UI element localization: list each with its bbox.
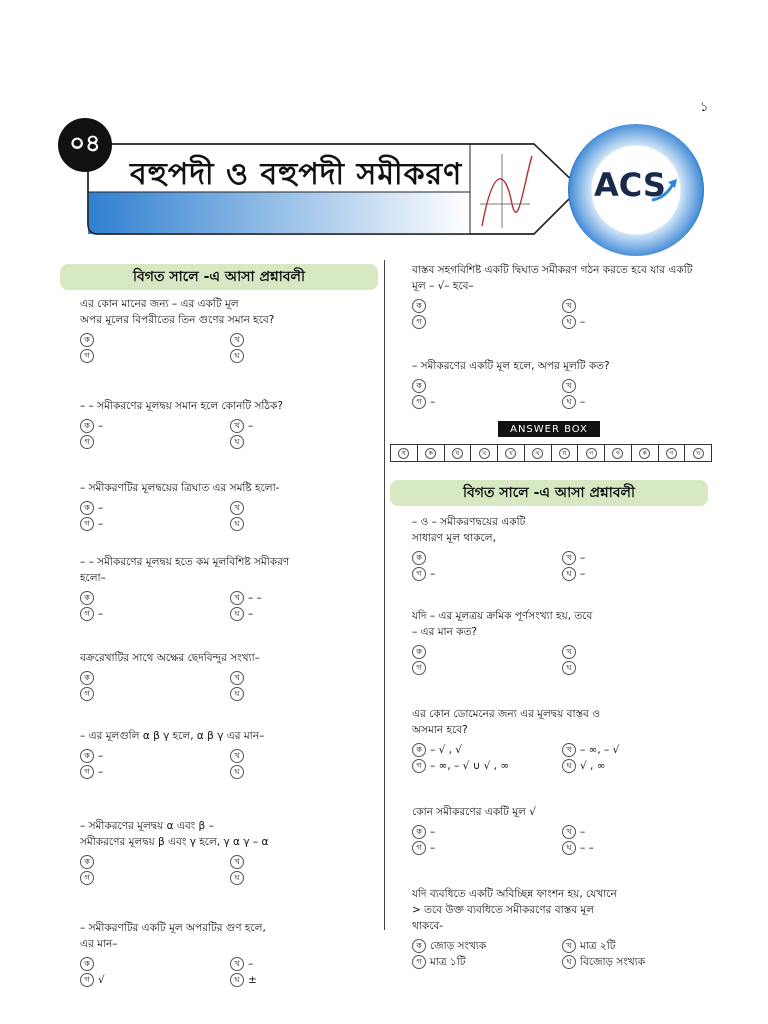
question-block — [412, 358, 712, 410]
answer-option[interactable] — [412, 824, 562, 840]
question-text: এর কোন মানের জন্য – এর একটি মূল — [80, 298, 239, 310]
option-marker: ঘ — [562, 567, 576, 581]
answer-option[interactable] — [562, 660, 712, 676]
option-text: – – — [248, 592, 262, 604]
answer-option[interactable] — [230, 516, 380, 532]
option-text: – — [98, 766, 104, 778]
option-marker: গ — [80, 765, 94, 779]
answer-box-letter: ক — [639, 448, 650, 459]
answer-option[interactable] — [230, 686, 380, 702]
question-text: মূল – √– হবে– — [412, 280, 474, 292]
question-block — [412, 514, 712, 582]
answer-box-letter: খ — [693, 448, 704, 459]
answer-option[interactable] — [412, 840, 562, 856]
answer-option[interactable] — [562, 954, 712, 970]
option-marker: ক — [80, 333, 94, 347]
answer-box-cell — [498, 445, 525, 461]
answer-option[interactable] — [230, 854, 380, 870]
option-marker: ক — [80, 957, 94, 971]
answer-option[interactable] — [412, 314, 562, 330]
answer-box-letter: ঘ — [452, 448, 463, 459]
answer-option[interactable] — [230, 500, 380, 516]
question-block — [412, 804, 712, 856]
option-marker: খ — [230, 671, 244, 685]
option-text: – — [98, 750, 104, 762]
option-marker: ক — [412, 299, 426, 313]
option-marker: ঘ — [230, 765, 244, 779]
option-text: – — [98, 518, 104, 530]
option-text: – — [580, 396, 586, 408]
option-text: বিজোড় সংখ্যক — [580, 956, 646, 968]
answer-option[interactable] — [80, 854, 230, 870]
answer-option[interactable] — [80, 764, 230, 780]
answer-option[interactable] — [562, 824, 712, 840]
option-marker: ক — [412, 379, 426, 393]
option-marker: ঘ — [562, 759, 576, 773]
question-text: – – সমীকরণের মূলদ্বয় হতে কম মূলবিশিষ্ট সমীকরণ — [80, 556, 290, 568]
arrow-icon — [650, 176, 680, 204]
question-block — [80, 296, 380, 364]
answer-option[interactable] — [562, 550, 712, 566]
question-text: বক্ররেখাটির সাথে অক্ষের ছেদবিন্দুর সংখ্যা– — [80, 652, 260, 664]
question-text: – সমীকরণটির একটি মূল অপরটির গুণ হলে, — [80, 922, 266, 934]
option-text: – – — [580, 842, 594, 854]
option-text: – — [248, 608, 254, 620]
left-question-list — [80, 296, 380, 1018]
answer-option[interactable] — [80, 748, 230, 764]
option-marker: ঘ — [562, 315, 576, 329]
answer-box-letter: গ — [612, 448, 623, 459]
option-text: – — [580, 568, 586, 580]
answer-option[interactable] — [80, 434, 230, 450]
answer-box-cell — [471, 445, 498, 461]
answer-option[interactable] — [80, 972, 230, 988]
option-marker: ক — [80, 671, 94, 685]
option-marker: ঘ — [230, 607, 244, 621]
answer-option[interactable] — [230, 348, 380, 364]
column-divider — [384, 260, 385, 930]
answer-option[interactable] — [80, 870, 230, 886]
option-marker: ক — [412, 645, 426, 659]
option-marker: খ — [562, 939, 576, 953]
option-marker: খ — [562, 379, 576, 393]
answer-option[interactable] — [230, 870, 380, 886]
answer-box-letter: ক — [425, 448, 436, 459]
question-block — [80, 398, 380, 450]
question-text: হলো– — [80, 572, 106, 584]
answer-option[interactable] — [80, 500, 230, 516]
option-text: √ , ∞ — [580, 760, 606, 772]
option-text: – — [580, 826, 586, 838]
answer-option[interactable] — [80, 590, 230, 606]
question-block — [80, 818, 380, 886]
option-marker: ক — [80, 591, 94, 605]
question-text: অসমান হবে? — [412, 724, 468, 736]
option-marker: খ — [562, 743, 576, 757]
option-marker: ক — [80, 749, 94, 763]
option-text: – ∞, – √ ∪ √ , ∞ — [430, 760, 510, 772]
right-question-list-top — [412, 262, 712, 440]
option-text: মাত্র ১টি — [430, 956, 466, 968]
option-marker: ঘ — [562, 841, 576, 855]
answer-option[interactable] — [562, 298, 712, 314]
option-marker: গ — [80, 517, 94, 531]
question-text: – সমীকরণের মূলদ্বয় α এবং β – — [80, 820, 214, 832]
option-marker: ঘ — [230, 349, 244, 363]
answer-option[interactable] — [562, 394, 712, 410]
question-text: – এর মূলগুলি α β γ হলে, α β γ এর মান– — [80, 730, 265, 742]
answer-box-letter: খ — [532, 448, 543, 459]
question-text: থাকবে- — [412, 920, 444, 932]
option-marker: গ — [412, 661, 426, 675]
option-marker: ঘ — [562, 395, 576, 409]
question-text: – – সমীকরণের মূলদ্বয় সমান হলে কোনটি সঠিক? — [80, 400, 283, 412]
answer-option[interactable] — [412, 550, 562, 566]
option-marker: গ — [412, 567, 426, 581]
option-marker: ক — [80, 419, 94, 433]
answer-box-letter: খ — [505, 448, 516, 459]
answer-option[interactable] — [230, 590, 380, 606]
option-text: – — [98, 608, 104, 620]
answer-option[interactable] — [562, 840, 712, 856]
option-marker: খ — [230, 749, 244, 763]
answer-option[interactable] — [562, 938, 712, 954]
answer-option[interactable] — [230, 748, 380, 764]
option-marker: গ — [80, 435, 94, 449]
answer-option[interactable] — [412, 758, 562, 774]
answer-option[interactable] — [80, 956, 230, 972]
option-marker: খ — [562, 645, 576, 659]
answer-option[interactable] — [412, 298, 562, 314]
answer-option[interactable] — [230, 606, 380, 622]
answer-option[interactable] — [230, 332, 380, 348]
option-marker: গ — [80, 973, 94, 987]
question-text: > তবে উক্ত ব্যবধিতে সমীকরণের বাস্তব মূল — [412, 904, 595, 916]
answer-option[interactable] — [562, 742, 712, 758]
answer-option[interactable] — [230, 972, 380, 988]
option-marker: গ — [80, 349, 94, 363]
option-marker: ঘ — [230, 435, 244, 449]
page-number: ১ — [700, 100, 709, 115]
option-text: – — [430, 396, 436, 408]
answer-option[interactable] — [230, 434, 380, 450]
answer-box-grid — [390, 444, 712, 462]
option-marker: গ — [80, 607, 94, 621]
option-text: – — [430, 842, 436, 854]
acs-logo-text: ACS — [594, 166, 666, 204]
option-text: ± — [248, 974, 257, 986]
question-text: কোন সমীকরণের একটি মূল √ — [412, 806, 536, 818]
question-block — [80, 554, 380, 622]
answer-option[interactable] — [80, 332, 230, 348]
answer-box-cell — [525, 445, 552, 461]
answer-box-cell — [552, 445, 579, 461]
option-text: – — [430, 826, 436, 838]
option-marker: খ — [230, 501, 244, 515]
option-marker: ঘ — [230, 687, 244, 701]
answer-option[interactable] — [412, 566, 562, 582]
answer-box-title: ANSWER BOX — [498, 421, 600, 437]
answer-option[interactable] — [412, 938, 562, 954]
answer-box-cell — [578, 445, 605, 461]
option-marker: ঘ — [230, 517, 244, 531]
answer-option[interactable] — [230, 956, 380, 972]
option-text: – — [580, 316, 586, 328]
option-marker: ঘ — [562, 955, 576, 969]
answer-option[interactable] — [80, 516, 230, 532]
answer-option[interactable] — [80, 418, 230, 434]
answer-option[interactable] — [562, 314, 712, 330]
answer-option[interactable] — [412, 660, 562, 676]
question-text: অপর মূলের বিপরীতের তিন গুণের সমান হবে? — [80, 314, 275, 326]
option-marker: খ — [230, 957, 244, 971]
question-block — [80, 728, 380, 780]
option-text: – — [580, 552, 586, 564]
answer-option[interactable] — [412, 394, 562, 410]
answer-box-letter: ঘ — [559, 448, 570, 459]
answer-box-cell — [685, 445, 711, 461]
option-marker: গ — [80, 687, 94, 701]
option-marker: ক — [412, 743, 426, 757]
question-text: বাস্তব সহগবিশিষ্ট একটি দ্বিঘাত সমীকরণ গঠন করতে হবে যার একটি — [412, 264, 693, 276]
question-block — [80, 480, 380, 532]
answer-option[interactable] — [80, 348, 230, 364]
question-text: সাধারণ মূল থাকলে, — [412, 532, 496, 544]
left-section-title: বিগত সালে -এ আসা প্রশ্নাবলী — [60, 264, 378, 290]
option-marker: গ — [80, 871, 94, 885]
option-marker: খ — [230, 419, 244, 433]
question-text: – সমীকরণটির মূলদ্বয়ের ত্রিঘাত এর সমষ্টি হলো- — [80, 482, 280, 494]
option-marker: ক — [80, 855, 94, 869]
answer-box-cell — [659, 445, 686, 461]
chapter-number: ০৪ — [58, 118, 112, 172]
option-marker: খ — [230, 591, 244, 605]
answer-option[interactable] — [230, 670, 380, 686]
option-text: – √ , √ — [430, 744, 462, 756]
answer-box-letter: ঘ — [398, 448, 409, 459]
question-text: – সমীকরণের একটি মূল হলে, অপর মূলটি কত? — [412, 360, 610, 372]
answer-option[interactable] — [230, 764, 380, 780]
option-marker: ক — [80, 501, 94, 515]
option-text: – — [430, 568, 436, 580]
answer-box-cell — [632, 445, 659, 461]
answer-box-cell — [418, 445, 445, 461]
answer-box-cell — [445, 445, 472, 461]
question-block — [412, 706, 712, 774]
option-marker: ঘ — [562, 661, 576, 675]
answer-option[interactable] — [562, 566, 712, 582]
answer-option[interactable] — [412, 954, 562, 970]
answer-option[interactable] — [80, 686, 230, 702]
option-marker: ক — [412, 825, 426, 839]
answer-option[interactable] — [80, 606, 230, 622]
option-text: – — [248, 958, 254, 970]
answer-option[interactable] — [412, 378, 562, 394]
answer-option[interactable] — [230, 418, 380, 434]
chapter-title: বহুপদী ও বহুপদী সমীকরণ — [130, 157, 463, 192]
answer-option[interactable] — [562, 378, 712, 394]
question-block — [412, 262, 712, 330]
answer-box-cell — [605, 445, 632, 461]
option-text: জোড় সংখ্যক — [430, 940, 487, 952]
question-text: সমীকরণের মূলদ্বয় β এবং γ হলে, γ α γ – α — [80, 836, 269, 848]
answer-option[interactable] — [562, 758, 712, 774]
option-marker: খ — [562, 551, 576, 565]
option-marker: গ — [412, 759, 426, 773]
answer-option[interactable] — [412, 742, 562, 758]
option-text: √ — [98, 974, 105, 986]
question-text: – ও – সমীকরণদ্বয়ের একটি — [412, 516, 526, 528]
question-block — [412, 886, 712, 970]
option-marker: খ — [562, 299, 576, 313]
question-block — [80, 920, 380, 988]
question-block — [80, 650, 380, 702]
right-question-list-bottom — [412, 514, 712, 1000]
question-text: এর কোন ডোমেনের জন্য এর মূলদ্বয় বাস্তব ও — [412, 708, 600, 720]
question-block — [412, 608, 712, 676]
question-text: এর মান– — [80, 938, 118, 950]
option-marker: খ — [562, 825, 576, 839]
option-marker: ঘ — [230, 871, 244, 885]
answer-option[interactable] — [412, 644, 562, 660]
option-marker: গ — [412, 395, 426, 409]
answer-box-letter: খ — [479, 448, 490, 459]
option-marker: গ — [412, 315, 426, 329]
question-text: যদি – এর মূলত্রয় ক্রমিক পূর্ণসংখ্যা হয়, তবে — [412, 610, 593, 622]
option-marker: খ — [230, 333, 244, 347]
answer-option[interactable] — [80, 670, 230, 686]
option-marker: খ — [230, 855, 244, 869]
right-section-title: বিগত সালে -এ আসা প্রশ্নাবলী — [390, 480, 708, 506]
answer-box-letter: গ — [586, 448, 597, 459]
option-text: – — [248, 420, 254, 432]
option-marker: ক — [412, 551, 426, 565]
option-marker: ক — [412, 939, 426, 953]
question-text: যদি ব্যবধিতে একটি অবিচ্ছিন্ন ফাংশন হয়, যেখানে — [412, 888, 617, 900]
option-text: – ∞, – √ — [580, 744, 620, 756]
question-text: – এর মান কত? — [412, 626, 477, 638]
option-text: মাত্র ২টি — [580, 940, 616, 952]
option-marker: গ — [412, 841, 426, 855]
answer-box-letter: গ — [666, 448, 677, 459]
option-marker: গ — [412, 955, 426, 969]
option-text: – — [98, 502, 104, 514]
option-text: – — [98, 420, 104, 432]
answer-box-cell — [391, 445, 418, 461]
answer-option[interactable] — [562, 644, 712, 660]
option-marker: ঘ — [230, 973, 244, 987]
